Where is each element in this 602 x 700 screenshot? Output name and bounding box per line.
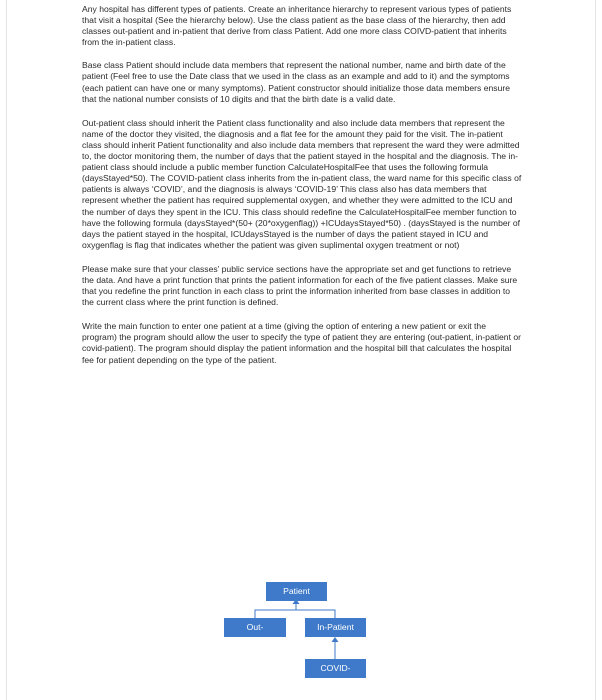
class-box-in-patient: In-Patient — [305, 618, 366, 637]
paragraph-base-class: Base class Patient should include data members that represent the national number, name and birth date of the patient (Feel free to use the Date class that we used in the class as an example and add to it) and the symptoms (each patient can have one or many symptoms). Patient constructor should initialize those data members ensure that the national number consists of 10 digits and that the birth date is a valid date. — [82, 60, 510, 104]
arrow-out-to-patient — [255, 603, 296, 618]
paragraph-main-function: Write the main function to enter one patient at a time (giving the option of entering a new patient or exit the program) the program should allow the user to specify the type of patient they are entering (out-patient, in-patient or covid-patient). The program should display the patient information and the hospital bill that calculates the hospital fee for patient depending on the type of the patient. — [82, 321, 522, 365]
class-box-covid-patient: COVID- — [305, 659, 366, 678]
paragraph-print-functions: Please make sure that your classes’ public service sections have the appropriate set and get functions to retrieve the data. And have a print function that prints the patient information for each of the five patient classes. Make sure that you redefine the print function in each class to print the information inherited from base classes in addition to the current class where the print function is defined. — [82, 263, 518, 308]
class-box-out-patient: Out- — [224, 618, 286, 637]
arrow-in-to-patient — [296, 610, 335, 618]
paragraph-derived-classes: Out-patient class should inherit the Patient class functionality and also include data members that represent the name of the doctor they visited, the diagnosis and a flat fee for the amount they paid for the visit. The in-patient class should inherit Patient functionality and also include data members that represent the ward they were admitted to, the doctor monitoring them, the number of days that the patient stayed in the hospital and the diagnosis. The in-patient class should include a public member function CalculateHospitalFee that uses the following formula (daysStayed*50). The COVID-patient class inherits from the in-patient class, the ward name for this specific class of patients is always ‘COVID’, and the diagnosis is always ‘COVID-19’ This class also has data members that represent whether the patient has required supplemental oxygen, and whether they were admitted to the ICU and the number of days they spent in the ICU. This class should redefine the CalculateHospitalFee member function to have the following formula (daysStayed*(50+ (20*oxygenflag)) +ICUdaysStayed*50) . (daysStayed is the number of days the patient stayed in the hospital, ICUdaysStayed is the number of days the patient stayed in ICU and oxygenflag is flag that indicates whether the patient was given suplimental oxygen treatment or not) — [82, 117, 522, 250]
page-border-left — [6, 0, 7, 700]
paragraph-intro: Any hospital has different types of patients. Create an inheritance hierarchy to represent various types of patients that visit a hospital (See the hierarchy below). Use the class patient as the base class of the hierarchy, then add classes out-patient and in-patient that derive from class Patient. Add one more class COIVD-patient that inherits from the in-patient class. — [82, 4, 512, 48]
document-body — [82, 4, 522, 378]
class-box-patient: Patient — [266, 582, 327, 601]
arrowhead-in-patient — [332, 637, 339, 642]
page-border-right — [595, 0, 596, 700]
